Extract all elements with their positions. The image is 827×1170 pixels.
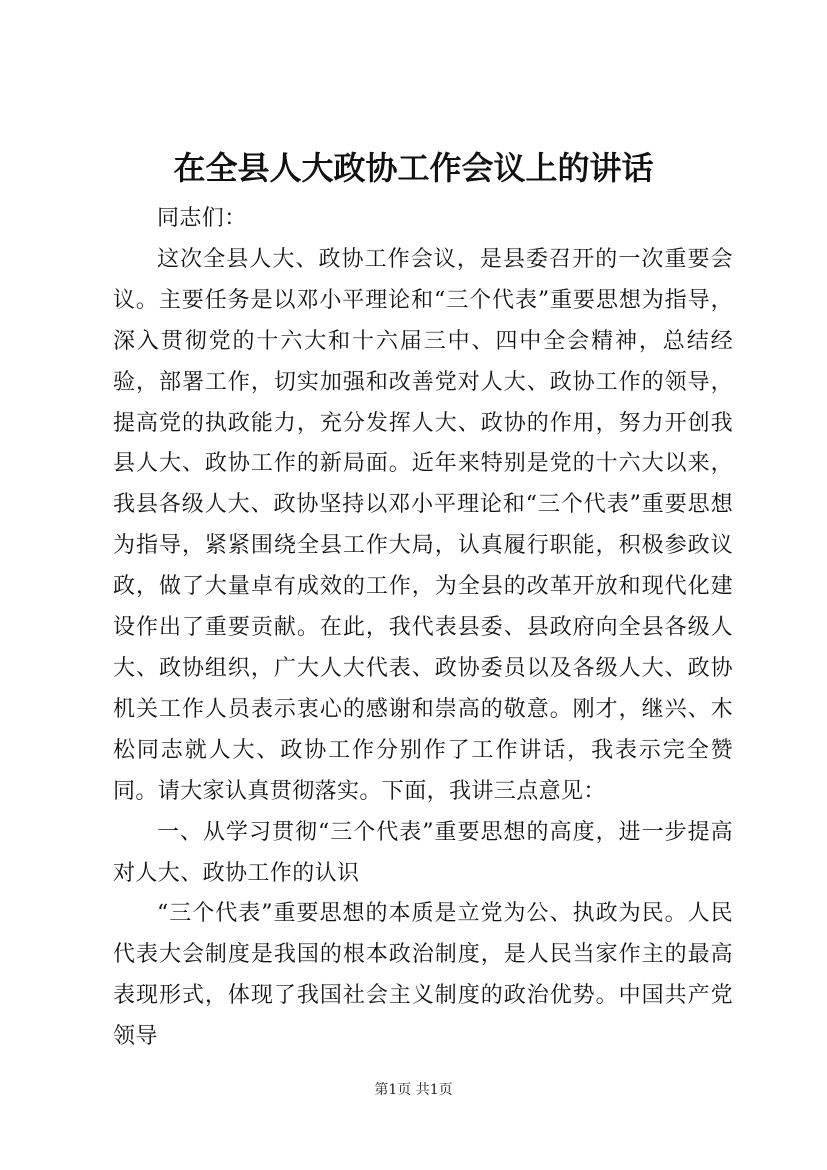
body-paragraph: “三个代表”重要思想的本质是立党为公、执政为民。人民代表大会制度是我国的根本政治制度，是人民当家作主的最高表现形式，体现了我国社会主义制度的政治优势。中国共产党领导 — [113, 901, 733, 1050]
document-body — [113, 199, 733, 1058]
salutation-paragraph: 同志们： — [157, 206, 247, 231]
document-title: 在全县人大政协工作会议上的讲话 — [173, 149, 654, 187]
body-paragraph: 这次全县人大、政协工作会议，是县委召开的一次重要会议。主要任务是以邓小平理论和“三个代表”重要思想为指导，深入贯彻党的十六大和十六届三中、四中全会精神，总结经验，部署工作，切实加强和改善党对人大、政协工作的领导，提高党的执政能力，充分发挥人大、政协的作用，努力开创我县人大、政协工作的新局面。近年来特别是党的十六大以来，我县各级人大、政协坚持以邓小平理论和“三个代表”重要思想为指导，紧紧围绕全县工作大局，认真履行职能，积极参政议政，做了大量卓有成效的工作，为全县的改革开放和现代化建设作出了重要贡献。在此，我代表县委、县政府向全县各级人大、政协组织，广大人大代表、政协委员以及各级人大、政协机关工作人员表示衷心的感谢和崇高的敬意。刚才，继兴、木松同志就人大、政协工作分别作了工作讲话，我表示完全赞同。请大家认真贯彻落实。下面，我讲三点意见： — [113, 246, 733, 804]
section-heading: 一、从学习贯彻“三个代表”重要思想的高度，进一步提高对人大、政协工作的认识 — [113, 819, 733, 886]
page-footer — [0, 1080, 827, 1100]
page-number-label: 第1页 共1页 — [374, 1082, 453, 1098]
